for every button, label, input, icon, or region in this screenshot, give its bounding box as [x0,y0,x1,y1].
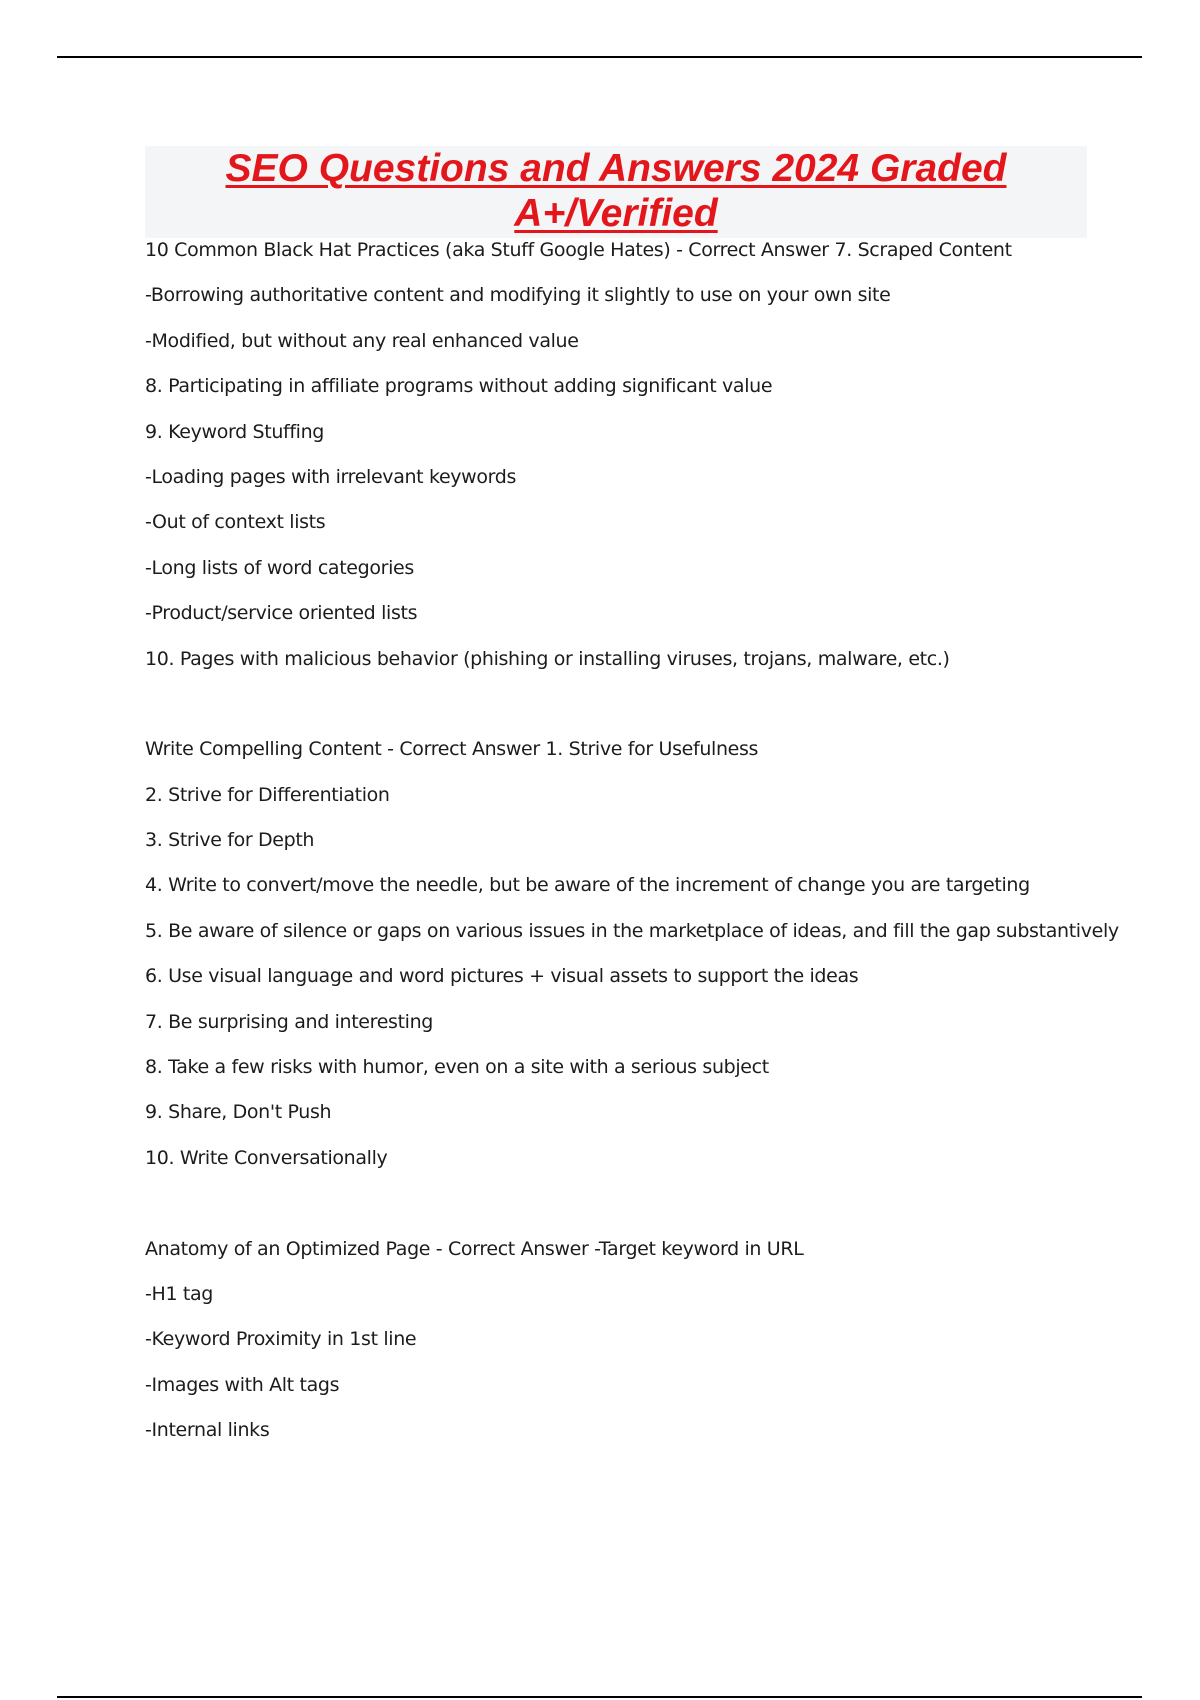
answer-line: 7. Be surprising and interesting [145,1010,434,1033]
answer-line: -Internal links [145,1419,270,1442]
answer-line: -Long lists of word categories [145,556,414,579]
qa-section-black-hat [145,238,1155,671]
answer-line: 9. Share, Don't Push [145,1101,332,1124]
answer-line: -Images with Alt tags [145,1373,340,1396]
document-body [145,238,1155,1464]
answer-line: 6. Use visual language and word pictures + visual assets to support the ideas [145,965,859,988]
qa-section-compelling-content [145,737,1155,1170]
question-line: 10 Common Black Hat Practices (aka Stuff Google Hates) - Correct Answer 7. Scraped Content [145,239,1012,261]
page-top-rule [57,56,1142,58]
answer-line: -Product/service oriented lists [145,602,418,625]
answer-line: -Out of context lists [145,511,326,534]
answer-line: 3. Strive for Depth [145,829,315,852]
answer-line: 8. Take a few risks with humor, even on a site with a serious subject [145,1056,769,1079]
section-spacer [145,1191,1155,1236]
answer-line: 8. Participating in affiliate programs without adding significant value [145,375,773,398]
section-spacer [145,692,1155,737]
answer-line: -Loading pages with irrelevant keywords [145,465,517,488]
answer-line: -Modified, but without any real enhanced value [145,329,579,352]
answer-line: 10. Write Conversationally [145,1146,388,1169]
answer-line: 5. Be aware of silence or gaps on various issues in the marketplace of ideas, and fill the gap substantively [145,919,1119,942]
answer-line: 4. Write to convert/move the needle, but be aware of the increment of change you are targeting [145,874,1030,897]
title-line-1: SEO Questions and Answers 2024 Graded [225,147,1007,190]
question-line: Anatomy of an Optimized Page - Correct Answer -Target keyword in URL [145,1237,804,1260]
answer-line: 9. Keyword Stuffing [145,420,325,443]
document-title [145,146,1087,238]
page-bottom-rule [57,1696,1142,1698]
qa-section-optimized-page [145,1237,1155,1443]
answer-line: -H1 tag [145,1282,213,1305]
answer-line: 2. Strive for Differentiation [145,783,390,806]
question-line: Write Compelling Content - Correct Answer 1. Strive for Usefulness [145,738,759,761]
answer-line: 10. Pages with malicious behavior (phishing or installing viruses, trojans, malware, etc.) [145,647,950,670]
title-line-2: A+/Verified [514,192,718,235]
answer-line: -Keyword Proximity in 1st line [145,1328,417,1351]
answer-line: -Borrowing authoritative content and modifying it slightly to use on your own site [145,284,891,307]
